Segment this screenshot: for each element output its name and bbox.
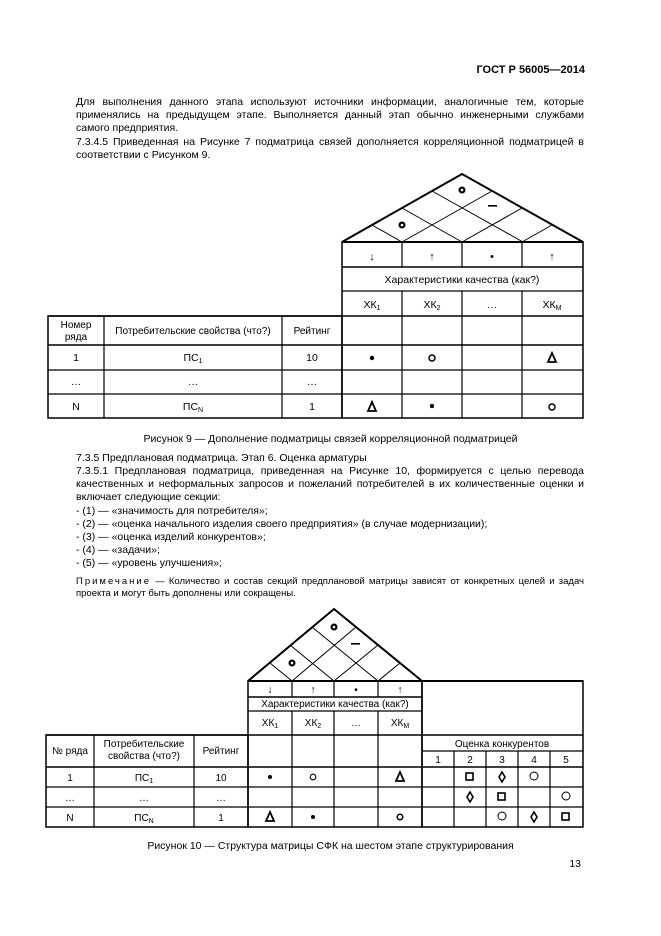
arrow-down-icon: ↓ [267,684,273,696]
hk-m: $ХК_M$ [390,718,410,730]
competitor-col: 2 [467,755,473,766]
circle-mark-icon [530,772,538,780]
row-rating: 1 [309,401,315,413]
hk-ellipsis: … [351,718,361,729]
col-prop: Потребительские свойства (что?) [115,326,271,337]
paragraph-7351: 7.3.5.1 Предплановая подматрица, приведенная на Рисунке 10, формируется с целью перевода качественных и неформальных запросов и пожеланий потребителей в их количественные оценки и включает следующие секции: [76,465,584,503]
figure-9-caption: Рисунок 9 — Дополнение подматрицы связей корреляционной подматрицей [143,433,518,445]
list-item: - (5) — «уровень улучшения»; [76,557,222,569]
quality-header: Характеристики качества (как?) [261,699,409,710]
medium-relation-icon [429,355,435,361]
row-rating: 10 [306,352,318,364]
row-rating: 10 [215,773,227,784]
col-num: № ряда [52,746,88,757]
col-prop-line1: Потребительские [103,739,185,750]
row-num: 1 [73,352,79,364]
note: Примечание — Количество и состав секций предплановой матрицы зависят от конкретных целей и задач проекта и могут быть дополнены или сокращены. [76,576,584,599]
row-rating: 1 [218,813,224,824]
square-mark-icon [466,773,473,780]
hk-1: $ХК_1$ [261,718,279,730]
row-rating: … [216,793,226,804]
square-mark-icon [562,813,569,820]
row-prop: … [139,793,149,804]
competitors-header: Оценка конкурентов [454,739,550,750]
row-prop: … [187,376,199,388]
hk-m: ХКM [542,299,562,312]
col-prop-line2: свойства (что?) [108,751,180,762]
weak-relation-icon [396,772,404,781]
col-num-line1: Номер [60,320,92,331]
note-label: Примечание [76,576,151,587]
row-num: 1 [67,773,73,784]
page-number: 13 [569,858,581,870]
col-num-line2: ряда [64,332,88,343]
list-item: - (2) — «оценка начального изделия своего предприятия» (в случае модернизации); [76,518,488,530]
figure-10-caption: Рисунок 10 — Структура матрицы СФК на шестом этапе структурирования [147,840,514,852]
medium-relation-icon [310,774,316,780]
row-num: … [65,793,75,804]
circle-mark-icon [498,812,506,820]
list-item: - (3) — «оценка изделий конкурентов»; [76,531,266,543]
negative-icon [351,643,360,645]
section-title: 7.3.5 Предплановая подматрица. Этап 6. Оценка арматуры [76,452,367,464]
dot-icon: • [490,251,494,263]
dot-icon: • [354,684,358,696]
figure-9 [40,170,600,430]
row-rating: … [306,376,318,388]
row-prop: $ПС_1$ [134,773,154,785]
arrow-down-icon: ↓ [369,251,375,263]
sections-list [76,505,487,570]
arrow-up-icon: ↑ [397,684,403,696]
competitor-col: 5 [563,755,569,766]
competitor-col: 3 [499,755,505,766]
negative-icon [488,205,497,207]
circle-mark-icon [562,792,570,800]
paragraph-7345: 7.3.4.5 Приведенная на Рисунке 7 подматрица связей дополняется корреляционной подматрицей в соответствии с Рисунком 9. [76,136,584,161]
document-header: ГОСТ Р 56005—2014 [476,64,585,76]
row-num: N [66,813,74,824]
hk-1: ХК1 [363,299,381,312]
hk-2: ХК2 [423,299,441,312]
hk-2: $ХК_2$ [304,718,322,730]
strong-relation-icon [430,404,434,408]
col-rating: Рейтинг [202,746,240,757]
diamond-mark-icon [467,792,473,802]
row-num: N [72,401,80,413]
strong-relation-icon [370,356,374,360]
row-prop: ПС1 [183,352,203,365]
medium-relation-icon [549,404,555,410]
paragraph-sources: Для выполнения данного этапа используют источники информации, аналогичные тем, которые применялись на предыдущем этапе. Выполняется данный этап обычно инженерными службами самого предприятия. [76,96,584,134]
quality-header: Характеристики качества (как?) [384,274,540,286]
competitor-col: 4 [531,755,537,766]
hk-ellipsis: … [486,299,498,311]
square-mark-icon [498,793,505,800]
arrow-up-icon: ↑ [429,251,435,263]
medium-relation-icon [397,814,403,820]
arrow-up-icon: ↑ [549,251,555,263]
row-prop: $ПС_N$ [134,813,154,825]
competitor-col: 1 [435,755,441,766]
row-prop: ПСN [182,401,204,414]
row-num: … [70,376,82,388]
strong-relation-icon [311,815,315,819]
list-item: - (4) — «задачи»; [76,544,160,556]
col-rating: Рейтинг [293,326,331,337]
weak-relation-icon [368,402,376,411]
figure-10 [40,605,600,835]
diamond-mark-icon [531,812,537,822]
arrow-up-icon: ↑ [310,684,316,696]
strong-relation-icon [268,775,272,779]
list-item: - (1) — «значимость для потребителя»; [76,505,268,517]
weak-relation-icon [266,812,274,821]
diamond-mark-icon [499,772,505,782]
weak-relation-icon [548,353,556,362]
